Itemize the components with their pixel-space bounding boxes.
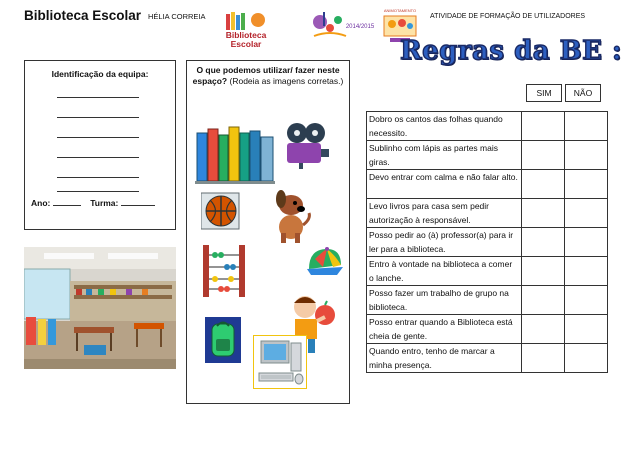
rule-text: Posso pedir ao (à) professor(a) para ir ler para a biblioteca. [367, 228, 522, 257]
no-checkbox[interactable] [565, 112, 608, 141]
table-row [367, 141, 608, 170]
yes-checkbox[interactable] [522, 315, 565, 344]
name-line[interactable] [57, 177, 139, 178]
rule-text: Devo entrar com calma e não falar alto. [367, 170, 522, 199]
activity-title: ATIVIDADE DE FORMAÇÃO DE UTILIZADORES [430, 13, 586, 20]
instruction-text: (Rodeia as imagens corretas.) [229, 76, 344, 86]
abacus-icon[interactable] [201, 243, 247, 304]
school-year-logo [310, 8, 376, 42]
film-projector-icon[interactable] [279, 121, 331, 176]
yes-checkbox[interactable] [522, 228, 565, 257]
class-label: Turma: [90, 198, 119, 208]
dog-icon[interactable] [269, 189, 313, 250]
rules-heading: Regras da BE : [400, 36, 623, 66]
computer-icon[interactable] [253, 335, 307, 394]
books-icon[interactable] [195, 123, 277, 190]
name-line[interactable] [57, 157, 139, 158]
table-row [367, 315, 608, 344]
page-title: Biblioteca Escolar [24, 8, 142, 23]
table-row [367, 344, 608, 373]
rule-text: Quando entro, tenho de marcar a minha presença. [367, 344, 522, 373]
table-row [367, 170, 608, 199]
name-line[interactable] [57, 97, 139, 98]
yes-checkbox[interactable] [522, 257, 565, 286]
svg-text:ANIMOTAMENTO: ANIMOTAMENTO [383, 8, 417, 13]
no-checkbox[interactable] [565, 141, 608, 170]
yes-checkbox[interactable] [522, 199, 565, 228]
library-photo [24, 247, 176, 369]
name-line[interactable] [57, 117, 139, 118]
table-row [367, 228, 608, 257]
identification-title: Identificação da equipa: [51, 69, 149, 79]
cap-icon[interactable] [305, 245, 345, 286]
no-checkbox[interactable] [565, 257, 608, 286]
yes-checkbox[interactable] [522, 141, 565, 170]
yes-checkbox[interactable] [522, 344, 565, 373]
backpack-icon[interactable] [205, 317, 241, 368]
table-row [367, 199, 608, 228]
question-text: O que podemos utilizar/ fazer neste espaço? [192, 65, 340, 86]
svg-text:Biblioteca: Biblioteca [225, 30, 267, 40]
svg-text:2014/2015: 2014/2015 [345, 24, 375, 30]
year-label: Ano: [31, 198, 51, 208]
no-checkbox[interactable] [565, 344, 608, 373]
rule-text: Sublinho com lápis as partes mais giras. [367, 141, 522, 170]
rules-table [366, 111, 608, 373]
table-row [367, 257, 608, 286]
yes-checkbox[interactable] [522, 286, 565, 315]
ball-icon[interactable] [201, 191, 241, 236]
no-checkbox[interactable] [565, 199, 608, 228]
name-line[interactable] [57, 137, 139, 138]
svg-text:Escolar: Escolar [230, 39, 262, 49]
no-checkbox[interactable] [565, 315, 608, 344]
yes-column-header: SIM [526, 84, 562, 102]
no-checkbox[interactable] [565, 286, 608, 315]
name-line[interactable] [57, 191, 139, 192]
no-column-header: NÃO [565, 84, 601, 102]
library-logo [220, 10, 272, 50]
no-checkbox[interactable] [565, 228, 608, 257]
yes-checkbox[interactable] [522, 112, 565, 141]
rule-text: Posso entrar quando a Biblioteca está cheia de gente. [367, 315, 522, 344]
class-field[interactable] [121, 197, 155, 206]
allowed-items-box [186, 60, 350, 404]
class-fields [31, 197, 155, 208]
author-name: HÉLIA CORREIA [148, 12, 206, 21]
table-row [367, 112, 608, 141]
no-checkbox[interactable] [565, 170, 608, 199]
items-question [191, 65, 345, 87]
rule-text: Levo livros para casa sem pedir autorização à responsável. [367, 199, 522, 228]
rule-text: Entro à vontade na biblioteca a comer o lanche. [367, 257, 522, 286]
yes-checkbox[interactable] [522, 170, 565, 199]
table-row [367, 286, 608, 315]
year-field[interactable] [53, 197, 81, 206]
rule-text: Posso fazer um trabalho de grupo na biblioteca. [367, 286, 522, 315]
rule-text: Dobro os cantos das folhas quando necessito. [367, 112, 522, 141]
team-identification-box [24, 60, 176, 230]
